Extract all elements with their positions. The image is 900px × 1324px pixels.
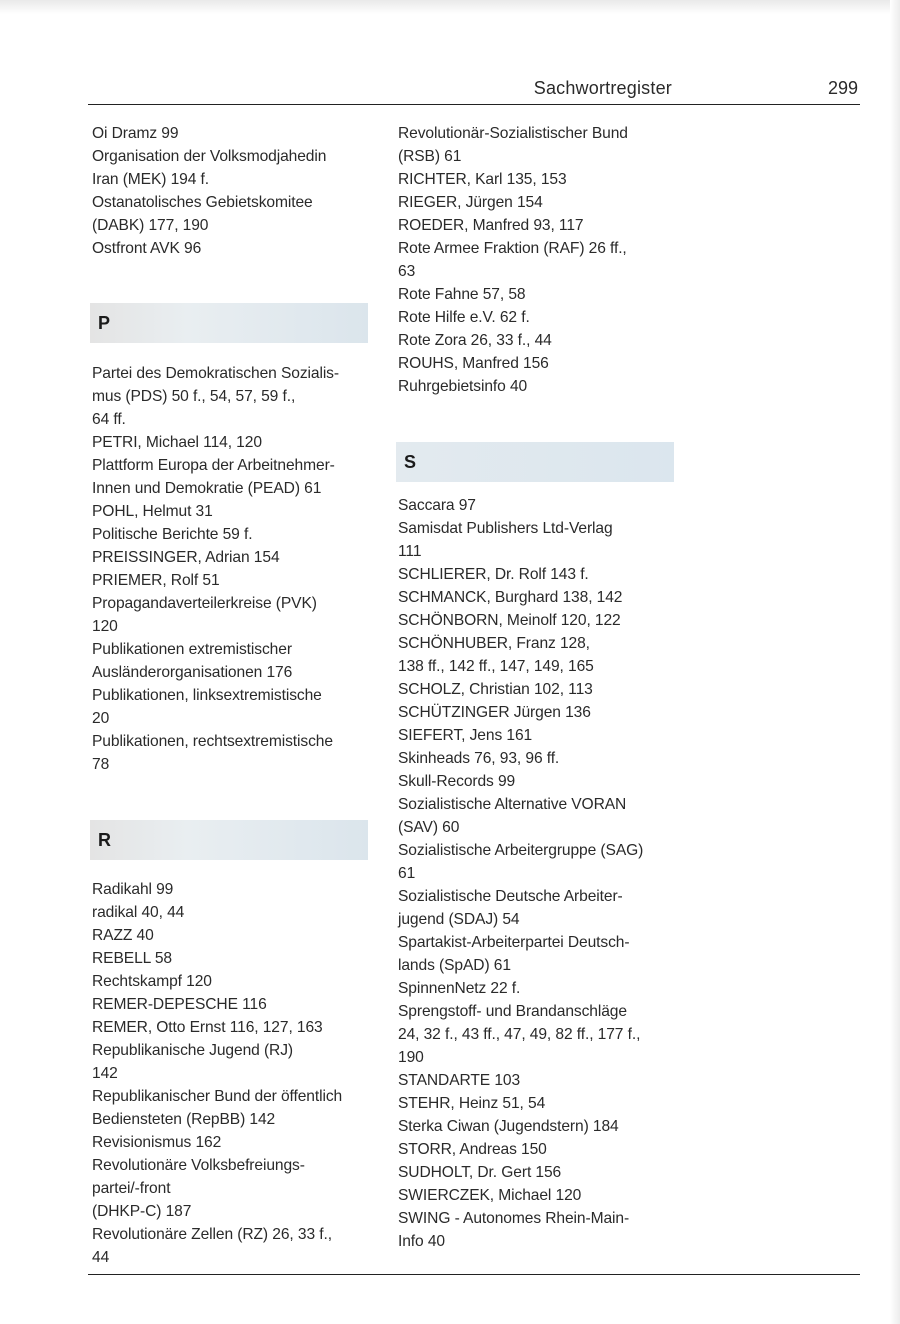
index-entry: Partei des Demokratischen Sozialis- (92, 365, 339, 382)
index-entry: Rechtskampf 120 (92, 973, 212, 990)
index-entry: ROUHS, Manfred 156 (398, 355, 549, 372)
index-entry: Bediensteten (RepBB) 142 (92, 1111, 276, 1128)
index-entry: SCHLIERER, Dr. Rolf 143 f. (398, 566, 589, 583)
index-entry: SCHMANCK, Burghard 138, 142 (398, 589, 623, 606)
index-entry: SpinnenNetz 22 f. (398, 980, 521, 997)
header-title: Sachwortregister (533, 78, 672, 98)
footer-rule (88, 1274, 860, 1275)
index-entry: STANDARTE 103 (398, 1072, 521, 1089)
index-entry: Publikationen, linksextremistische (92, 687, 322, 704)
index-entry: 44 (92, 1249, 110, 1266)
index-entry: Politische Berichte 59 f. (92, 526, 253, 543)
index-entry: lands (SpAD) 61 (398, 957, 511, 974)
index-entry: Publikationen, rechtsextremistische (92, 733, 333, 750)
section-letter: S (404, 452, 417, 472)
index-entry: Skull-Records 99 (398, 773, 516, 790)
index-entry: Publikationen extremistischer (92, 641, 292, 658)
index-entry: 111 (398, 543, 422, 560)
index-entry: 64 ff. (92, 411, 126, 428)
index-entry: 78 (92, 756, 110, 773)
index-entry: 120 (92, 618, 118, 635)
index-entry: (DABK) 177, 190 (92, 217, 209, 234)
index-entry: ROEDER, Manfred 93, 117 (398, 217, 584, 234)
index-column-left (92, 122, 382, 1269)
index-entry: SCHOLZ, Christian 102, 113 (398, 681, 593, 698)
index-entry: 61 (398, 865, 416, 882)
index-entry: jugend (SDAJ) 54 (398, 911, 520, 928)
index-entry: REBELL 58 (92, 950, 173, 967)
index-entry: Sozialistische Alternative VORAN (398, 796, 627, 813)
index-entry: REMER, Otto Ernst 116, 127, 163 (92, 1019, 323, 1036)
index-entry: 20 (92, 710, 110, 727)
index-entry: Organisation der Volksmodjahedin (92, 148, 327, 165)
index-entry: Rote Fahne 57, 58 (398, 286, 526, 303)
index-entry: Republikanische Jugend (RJ) (92, 1042, 293, 1059)
index-entry: RAZZ 40 (92, 927, 154, 944)
running-header (88, 78, 860, 105)
index-entry: Sozialistische Deutsche Arbeiter- (398, 888, 623, 905)
section-header-p (90, 303, 368, 343)
index-entry: (SAV) 60 (398, 819, 460, 836)
index-entry: 190 (398, 1049, 424, 1066)
index-entry: Revolutionär-Sozialistischer Bund (398, 125, 628, 142)
page-number: 299 (827, 78, 858, 98)
index-entry: (DHKP-C) 187 (92, 1203, 192, 1220)
index-entry: PREISSINGER, Adrian 154 (92, 549, 280, 566)
index-entry: Sozialistische Arbeitergruppe (SAG) (398, 842, 644, 859)
index-entry: SWIERCZEK, Michael 120 (398, 1187, 582, 1204)
index-entry: RICHTER, Karl 135, 153 (398, 171, 567, 188)
index-entry: 138 ff., 142 ff., 147, 149, 165 (398, 658, 594, 675)
index-entry: 142 (92, 1065, 118, 1082)
index-entry: 24, 32 f., 43 ff., 47, 49, 82 ff., 177 f., (398, 1026, 641, 1043)
section-header-r (90, 820, 368, 860)
index-entry: Iran (MEK) 194 f. (92, 171, 210, 188)
index-entry: Radikahl 99 (92, 881, 174, 898)
index-entry: Oi Dramz 99 (92, 125, 179, 142)
index-entry: Ausländerorganisationen 176 (92, 664, 293, 681)
section-letter: R (98, 830, 111, 850)
index-entry: mus (PDS) 50 f., 54, 57, 59 f., (92, 388, 296, 405)
index-entry: Propagandaverteilerkreise (PVK) (92, 595, 317, 612)
index-entry: Ostfront AVK 96 (92, 240, 202, 257)
page-edge-shadow (0, 0, 900, 14)
index-entry: Rote Zora 26, 33 f., 44 (398, 332, 552, 349)
index-entry: SIEFERT, Jens 161 (398, 727, 533, 744)
index-entry: 63 (398, 263, 416, 280)
index-entry: Plattform Europa der Arbeitnehmer- (92, 457, 335, 474)
index-entry: Spartakist-Arbeiterpartei Deutsch- (398, 934, 630, 951)
index-entry: Revolutionäre Volksbefreiungs- (92, 1157, 305, 1174)
index-entry: Sterka Ciwan (Jugendstern) 184 (398, 1118, 619, 1135)
index-entry: Rote Armee Fraktion (RAF) 26 ff., (398, 240, 627, 257)
index-entry: radikal 40, 44 (92, 904, 185, 921)
index-entry: Revolutionäre Zellen (RZ) 26, 33 f., (92, 1226, 332, 1243)
index-entry: Saccara 97 (398, 497, 476, 514)
index-entry: Skinheads 76, 93, 96 ff. (398, 750, 560, 767)
page-edge-shadow-right (890, 0, 900, 1324)
index-entry: RIEGER, Jürgen 154 (398, 194, 543, 211)
index-entry: Info 40 (398, 1233, 445, 1250)
index-entry: POHL, Helmut 31 (92, 503, 213, 520)
index-entry: Ostanatolisches Gebietskomitee (92, 194, 313, 211)
index-entry: SCHÜTZINGER Jürgen 136 (398, 704, 591, 721)
index-entry: SCHÖNHUBER, Franz 128, (398, 635, 590, 652)
index-entry: Revisionismus 162 (92, 1134, 222, 1151)
index-entry: PRIEMER, Rolf 51 (92, 572, 220, 589)
index-entry: (RSB) 61 (398, 148, 462, 165)
index-entry: Republikanischer Bund der öffentlich (92, 1088, 343, 1105)
index-entry: SUDHOLT, Dr. Gert 156 (398, 1164, 562, 1181)
index-column-right (398, 122, 688, 1253)
index-entry: SWING - Autonomes Rhein-Main- (398, 1210, 630, 1227)
index-entry: SCHÖNBORN, Meinolf 120, 122 (398, 612, 621, 629)
index-entry: STORR, Andreas 150 (398, 1141, 547, 1158)
section-header-s (396, 442, 674, 482)
index-entry: Samisdat Publishers Ltd-Verlag (398, 520, 613, 537)
index-entry: Rote Hilfe e.V. 62 f. (398, 309, 530, 326)
index-entry: partei/-front (92, 1180, 171, 1197)
index-entry: PETRI, Michael 114, 120 (92, 434, 262, 451)
section-letter: P (98, 313, 111, 333)
index-entry: REMER-DEPESCHE 116 (92, 996, 267, 1013)
index-entry: STEHR, Heinz 51, 54 (398, 1095, 546, 1112)
index-entry: Ruhrgebietsinfo 40 (398, 378, 528, 395)
index-entry: Sprengstoff- und Brandanschläge (398, 1003, 627, 1020)
index-entry: Innen und Demokratie (PEAD) 61 (92, 480, 322, 497)
